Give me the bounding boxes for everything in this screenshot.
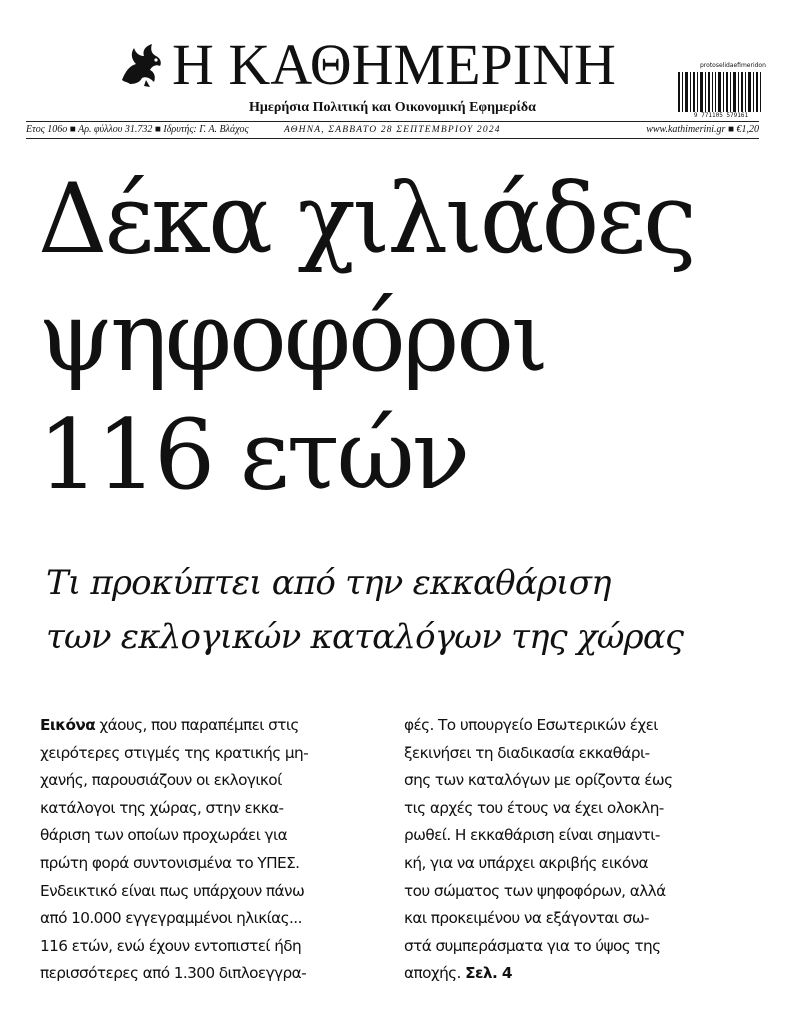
article-line: στά συμπεράσματα για το ύψος της	[404, 936, 661, 955]
paper-name: Η ΚΑΘΗΜΕΡΙΝΗ	[172, 32, 616, 97]
article-line: κή, για να υπάρχει ακριβής εικόνα	[404, 853, 649, 872]
lead-word: Εικόνα	[40, 716, 96, 734]
subheadline-line-1: Τι προκύπτει από την εκκαθάριση	[46, 563, 611, 603]
article-line: φές. Το υπουργείο Εσωτερικών έχει	[404, 716, 658, 734]
article-column-left	[40, 712, 370, 988]
article-line: κατάλογοι της χώρας, στην εκκα-	[40, 798, 284, 817]
article-line: Ενδεικτικό είναι πως υπάρχουν πάνω	[40, 881, 305, 900]
paper-subtitle: Ημερήσια Πολιτική και Οικονομική Εφημερίδα	[249, 100, 536, 115]
headline-line-1: Δέκα χιλιάδες	[38, 163, 694, 275]
article-line: τις αρχές του έτους να έχει ολοκλη-	[404, 798, 664, 817]
article-line: περισσότερες από 1.300 διπλοεγγρα-	[40, 964, 307, 983]
main-headline	[38, 160, 758, 514]
website-price: www.kathimerini.gr ■ €1,20	[646, 124, 759, 135]
article-line	[40, 712, 370, 740]
article-line: 116 ετών, ενώ έχουν εντοπιστεί ήδη	[40, 936, 302, 955]
article-line	[404, 960, 734, 988]
headline-line-2: ψηφοφόροι	[38, 281, 546, 393]
article-line-text: αποχής.	[404, 964, 466, 983]
article-line: θάριση των οποίων προχωράει για	[40, 826, 288, 845]
article-line: ξεκινήσει τη διαδικασία εκκαθάρι-	[404, 743, 650, 762]
mythical-bird-logo-icon	[116, 40, 166, 90]
article-line: και προκειμένου να εξάγονται σω-	[404, 909, 649, 928]
subheadline	[46, 556, 766, 664]
article-line: πρώτη φορά συντονισμένα το ΥΠΕΣ.	[40, 853, 300, 872]
issue-number: Ετος 106ο ■ Αρ. φύλλου 31.732 ■ Ιδρυτής: Γ. Α. Βλάχος	[26, 124, 249, 135]
article-column-right	[404, 712, 734, 988]
article-line: από 10.000 εγγεγραμμένοι ηλικίας...	[40, 909, 302, 928]
issue-date: ΑΘΗΝΑ, ΣΑΒΒΑΤΟ 28 ΣΕΠΤΕΜΒΡΙΟΥ 2024	[284, 125, 501, 135]
article-line-text: χάους, που παραπέμπει στις	[95, 716, 299, 734]
page-reference-link[interactable]: Σελ. 4	[465, 964, 512, 983]
article-line: ρωθεί. Η εκκαθάριση είναι σημαντι-	[404, 826, 660, 845]
article-line: χειρότερες στιγμές της κρατικής μη-	[40, 743, 309, 762]
issue-info-bar	[26, 121, 759, 139]
article-line: του σώματος των ψηφοφόρων, αλλά	[404, 881, 666, 900]
subheadline-line-2: των εκλογικών καταλόγων της χώρας	[46, 617, 684, 657]
article-line: χανής, παρουσιάζουν οι εκλογικοί	[40, 771, 282, 790]
article-line: σης των καταλόγων με ορίζοντα έως	[404, 771, 673, 790]
barcode-label: protoselidaefimeridon	[700, 62, 766, 69]
barcode-digits: 9 771105 579161	[693, 112, 749, 119]
headline-line-3: 116 ετών	[38, 399, 468, 511]
